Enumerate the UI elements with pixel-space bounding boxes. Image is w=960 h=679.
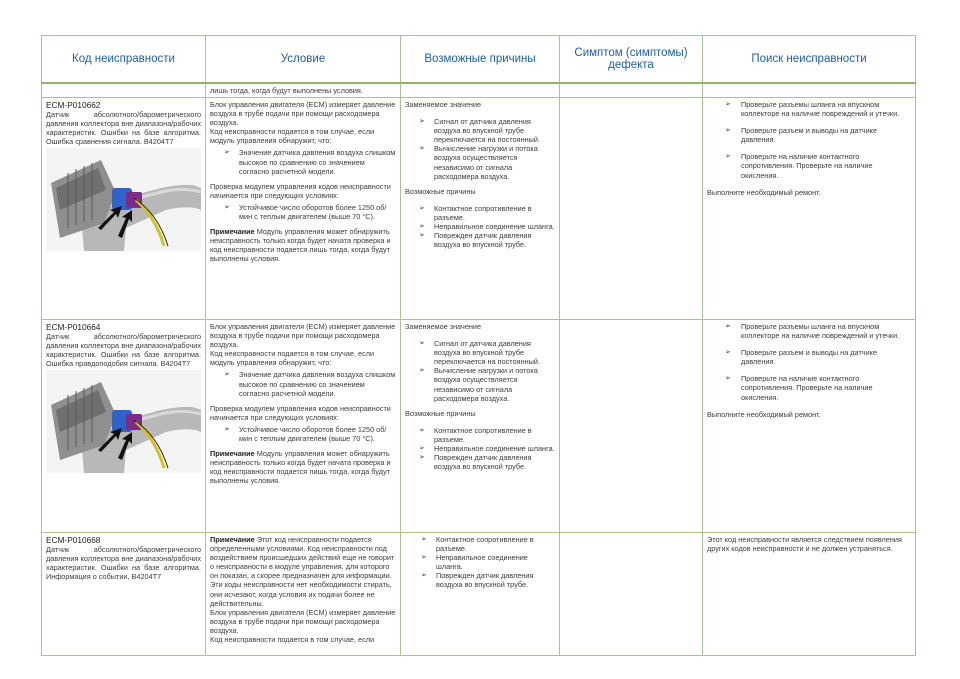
arrow-bullet-icon: ➢ [725,153,731,161]
list-item: ➢ Проверьте разъем и выводы на датчике давления. [725,126,878,145]
list-item: ➢ Поврежден датчик давления воздуха во впускной трубе. [419,453,532,472]
condition-cell [206,533,401,656]
condition-list [210,370,396,397]
condition-detect: Код неисправности подается в том случае, если модуль управления обнаружит, что: [210,127,375,146]
list-item: ➢ Поврежден датчик давления воздуха во впускной трубе. [419,231,532,250]
table-row [42,320,916,533]
fault-code-description: Датчик абсолютного/барометрического давления коллектора вне диапазона/рабочих характеристик. Ошибки на базе алгоритма. Ошибка сравнения сигнала. B4204T7 [46,110,201,147]
fault-code-description: Датчик абсолютного/барометрического давления коллектора вне диапазона/рабочих характеристик. Ошибки на базе алгоритма. Информация о событии, B4204T7 [46,545,201,582]
search-cell [703,533,916,656]
causes-list [405,535,555,590]
arrow-bullet-icon: ➢ [419,340,425,348]
list-item: ➢ Неправильное соединение шланга. [421,553,528,572]
header-symptom: Симптом (симптомы) дефекта [560,36,703,83]
arrow-bullet-icon: ➢ [224,425,230,433]
list-item: ➢ Значение датчика давления воздуха слишком высокое по сравнению со значением согласно расчетной модели. [224,148,396,176]
list-item: ➢ Проверьте разъемы шланга на впускном коллекторе на наличие повреждений и утечки. [725,322,900,341]
arrow-bullet-icon: ➢ [725,375,731,383]
condition-note: Примечание Этот код неисправности подается определенными условиями. Код неисправности под воздействием происшедших действий еще не говорит о неисправности в модуле управления, для которого он показан, а скорее предназначен для информации. Эти коды неисправности нет необходимости стирать, они исчезают, когда условия их подачи более не действительны. [210,535,395,608]
fault-code-table [41,35,916,656]
condition-detect: Код неисправности подается в том случае, если модуль управления обнаружит, что: [210,349,375,368]
code-cell [42,98,206,320]
header-causes: Возможные причины [401,36,560,83]
arrow-bullet-icon: ➢ [419,204,425,212]
symptom-cell [560,98,703,320]
condition-intro: Блок управления двигателя (ECM) измеряет давление воздуха в трубе подачи при помощи расходомера воздуха. [210,100,396,128]
code-cell [42,320,206,533]
causes-title: Возможные причины [405,186,476,196]
arrow-bullet-icon: ➢ [224,149,230,157]
continuation-row [42,83,916,98]
replaced-title: Заменяемое значение [405,100,482,109]
list-item: ➢ Проверьте разъемы шланга на впускном коллекторе на наличие повреждений и утечки. [725,100,900,119]
fault-code: ECM-P010668 [46,535,101,545]
arrow-bullet-icon: ➢ [419,445,425,453]
search-list [707,322,911,402]
list-item: ➢ Неправильное соединение шланга. [419,222,555,232]
arrow-bullet-icon: ➢ [419,367,425,375]
arrow-bullet-icon: ➢ [419,454,425,462]
header-row [42,36,916,83]
arrow-bullet-icon: ➢ [421,536,427,543]
condition-detect: Код неисправности подается в том случае, если [210,635,375,645]
list-item: ➢ Устойчивое число оборотов более 1250 об/мин с теплым двигателем (выше 70 °C). [224,424,387,444]
arrow-bullet-icon: ➢ [419,118,425,126]
arrow-bullet-icon: ➢ [419,426,425,434]
symptom-cell [560,533,703,656]
causes-cell [401,98,560,320]
search-footer: Выполните необходимый ремонт. [707,409,821,419]
causes-cell [401,533,560,656]
condition-list-2 [210,203,396,221]
causes-list [405,426,555,471]
sensor-illustration [46,148,201,251]
list-item: ➢ Контактное сопротивление в разъеме. [421,535,534,554]
arrow-bullet-icon: ➢ [725,127,731,135]
list-item: ➢ Сигнал от датчика давления воздуха во впускной трубе переключается на постоянный. [419,117,540,145]
condition-intro: Блок управления двигателя (ECM) измеряет давление воздуха в трубе подачи при помощи расходомера воздуха. [210,607,396,635]
causes-list [405,204,555,249]
continuation-text: лишь тогда, когда будут выполнены условия. [206,83,401,98]
causes-cell [401,320,560,533]
list-item: ➢ Вычисление нагрузки и потока воздуха осуществляется независимо от сигнала расходомера воздуха. [419,144,538,181]
fault-code-description: Датчик абсолютного/барометрического давления коллектора вне диапазона/рабочих характеристик. Ошибки на базе алгоритма. Ошибка правдоподобия сигнала. B4204T7 [46,332,201,369]
arrow-bullet-icon: ➢ [419,232,425,240]
arrow-bullet-icon: ➢ [419,223,425,231]
arrow-bullet-icon: ➢ [725,101,731,108]
condition-cell [206,98,401,320]
code-cell [42,533,206,656]
search-cell [703,98,916,320]
fault-code: ECM-P010662 [46,100,101,110]
list-item: ➢ Проверьте на наличие контактного сопротивления. Проверьте на наличие окисления. [725,374,873,402]
list-item: ➢ Сигнал от датчика давления воздуха во впускной трубе переключается на постоянный. [419,339,540,367]
arrow-bullet-icon: ➢ [224,371,230,379]
replaced-list [405,339,555,403]
condition-cell [206,320,401,533]
header-condition: Условие [206,36,401,83]
arrow-bullet-icon: ➢ [419,145,425,153]
list-item: ➢ Устойчивое число оборотов более 1250 об/мин с теплым двигателем (выше 70 °C). [224,202,387,222]
causes-title: Возможные причины [405,408,476,418]
arrow-bullet-icon: ➢ [725,349,731,357]
arrow-bullet-icon: ➢ [421,554,427,562]
replaced-list [405,117,555,181]
condition-check: Проверка модулем управления кодов неисправности начинается при следующих условиях: [210,181,391,200]
fault-code: ECM-P010664 [46,322,101,332]
list-item: ➢ Контактное сопротивление в разъеме. [419,425,532,444]
header-search: Поиск неисправности [703,36,916,83]
condition-check: Проверка модулем управления кодов неисправности начинается при следующих условиях: [210,403,391,422]
search-footer: Выполните необходимый ремонт. [707,187,821,197]
list-item: ➢ Вычисление нагрузки и потока воздуха осуществляется независимо от сигнала расходомера воздуха. [419,366,538,403]
search-cell [703,320,916,533]
table-row [42,533,916,656]
table-row [42,98,916,320]
arrow-bullet-icon: ➢ [224,203,230,211]
condition-list [210,148,396,175]
replaced-title: Заменяемое значение [405,322,482,331]
condition-list-2 [210,425,396,443]
search-list [707,100,911,180]
list-item: ➢ Контактное сопротивление в разъеме. [419,203,532,222]
condition-note: Примечание Модуль управления может обнаружить неисправность только когда будет начата проверка и код неисправности подается лишь тогда, когда будут выполнены условия. [210,227,391,264]
header-code: Код неисправности [42,36,206,83]
condition-note: Примечание Модуль управления может обнаружить неисправность только когда будет начата проверка и код неисправности подается лишь тогда, когда будут выполнены условия. [210,449,391,486]
list-item: ➢ Проверьте на наличие контактного сопротивления. Проверьте на наличие окисления. [725,152,873,180]
list-item: ➢ Неправильное соединение шланга. [419,444,555,454]
symptom-cell [560,320,703,533]
arrow-bullet-icon: ➢ [421,572,427,580]
sensor-illustration [46,370,201,473]
search-text: Этот код неисправности является следствием появления других кодов неисправности и не должен устраняться. [707,535,902,554]
list-item: ➢ Значение датчика давления воздуха слишком высокое по сравнению со значением согласно расчетной модели. [224,370,396,398]
arrow-bullet-icon: ➢ [725,323,731,330]
list-item: ➢ Поврежден датчик давления воздуха во впускной трубе. [421,571,534,590]
list-item: ➢ Проверьте разъем и выводы на датчике давления. [725,348,878,367]
condition-intro: Блок управления двигателя (ECM) измеряет давление воздуха в трубе подачи при помощи расходомера воздуха. [210,322,396,350]
